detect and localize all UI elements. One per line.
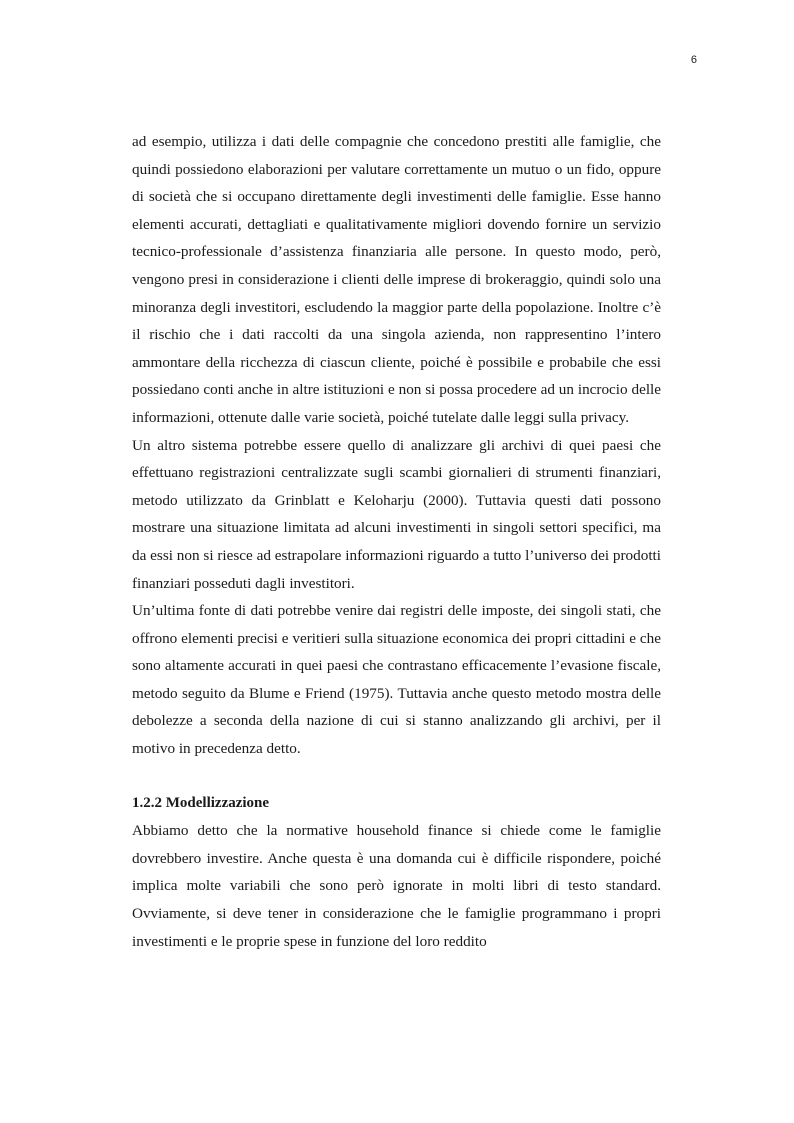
paragraph-centralized-registries: Un altro sistema potrebbe essere quello di analizzare gli archivi di quei paesi che effettuano registrazioni centralizzate sugli scambi giornalieri di strumenti finanziari, metodo utilizzato da Grinblatt e Keloharju (2000). Tuttavia questi dati possono mostrare una situazione limitata ad alcuni investimenti in singoli settori specifici, ma da essi non si riesce ad estrapolare informazioni riguardo a tutto l’universo dei prodotti finanziari posseduti dagli investitori. [132,436,661,592]
paragraph-modelling: Abbiamo detto che la normative household finance si chiede come le famiglie dovrebbero investire. Anche questa è una domanda cui è difficile rispondere, poiché implica molte variabili che sono però ignorate in molti libri di testo standard. Ovviamente, si deve tener in considerazione che le famiglie programmano i propri investimenti e le proprie spese in funzione del loro reddito [132,822,661,950]
page-body [132,128,661,955]
paragraph-data-sources-brokerage: ad esempio, utilizza i dati delle compagnie che concedono prestiti alle famiglie, che quindi possiedono elaborazioni per valutare correttamente un mutuo o un fido, oppure di società che si occupano direttamente degli investimenti delle famiglie. Esse hanno elementi accurati, dettagliati e qualitativamente migliori dovendo fornire un servizio tecnico-professionale d’assistenza finanziaria alle persone. In questo modo, però, vengono presi in considerazione i clienti delle imprese di brokeraggio, quindi solo una minoranza degli investitori, escludendo la maggior parte della popolazione. Inoltre c’è il rischio che i dati raccolti da una singola azienda, non rappresentino l’intero ammontare della ricchezza di ciascun cliente, poiché è possibile e probabile che essi possiedano conti anche in altre istituzioni e non si possa procedere ad un incrocio delle informazioni, ottenute dalle varie società, poiché tutelate dalle leggi sulla privacy. [132,133,661,426]
paragraph-tax-registries: Un’ultima fonte di dati potrebbe venire dai registri delle imposte, dei singoli stati, che offrono elementi precisi e veritieri sulla situazione economica dei propri cittadini e che sono altamente accurati in quei paesi che contrastano efficacemente l’evasione fiscale, metodo seguito da Blume e Friend (1975). Tuttavia anche questo metodo mostra delle debolezze a seconda della nazione di cui si stanno analizzando gli archivi, per il motivo in precedenza detto. [132,602,661,758]
page-number: 6 [690,54,697,66]
section-heading: 1.2.2 Modellizzazione [132,794,270,811]
